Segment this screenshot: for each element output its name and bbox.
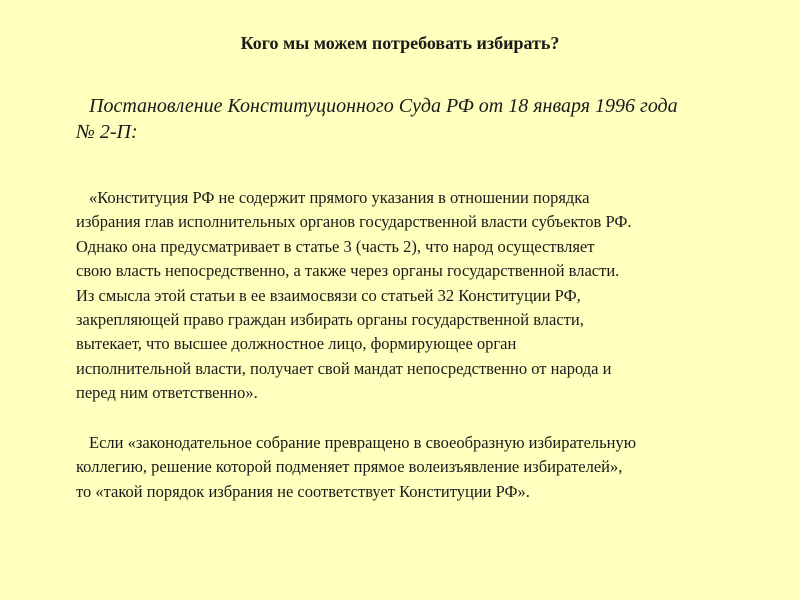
quote-line: «Конституция РФ не содержит прямого указания в отношении порядка [89, 188, 590, 207]
ruling-quote-paragraph [76, 186, 766, 406]
paragraph-line: коллегию, решение которой подменяет прямое волеизъявление избирателей», [76, 457, 623, 477]
quote-line: свою власть непосредственно, а также через органы государственной власти. [76, 261, 620, 281]
paragraph-line: то «такой порядок избрания не соответствует Конституции РФ». [76, 481, 530, 501]
quote-line: закрепляющей право граждан избирать органы государственной власти, [76, 310, 584, 330]
quote-line: Однако она предусматривает в статье 3 (часть 2), что народ осуществляет [76, 236, 595, 256]
quote-line: Из смысла этой статьи в ее взаимосвязи со статьей 32 Конституции РФ, [76, 285, 581, 305]
slide-title: Кого мы можем потребовать избирать? [240, 33, 560, 53]
legislative-assembly-paragraph [76, 431, 766, 504]
court-ruling-reference [76, 93, 756, 145]
paragraph-line: Если «законодательное собрание превращено в своеобразную избирательную [89, 433, 637, 452]
quote-line: перед ним ответственно». [76, 383, 258, 403]
reference-line: № 2-П: [76, 121, 138, 143]
quote-line: исполнительной власти, получает свой мандат непосредственно от народа и [76, 358, 612, 378]
quote-line: избрания глав исполнительных органов государственной власти субъектов РФ. [76, 212, 632, 232]
quote-line: вытекает, что высшее должностное лицо, формирующее орган [76, 334, 517, 354]
reference-line: Постановление Конституционного Суда РФ от 18 января 1996 года [89, 95, 678, 117]
